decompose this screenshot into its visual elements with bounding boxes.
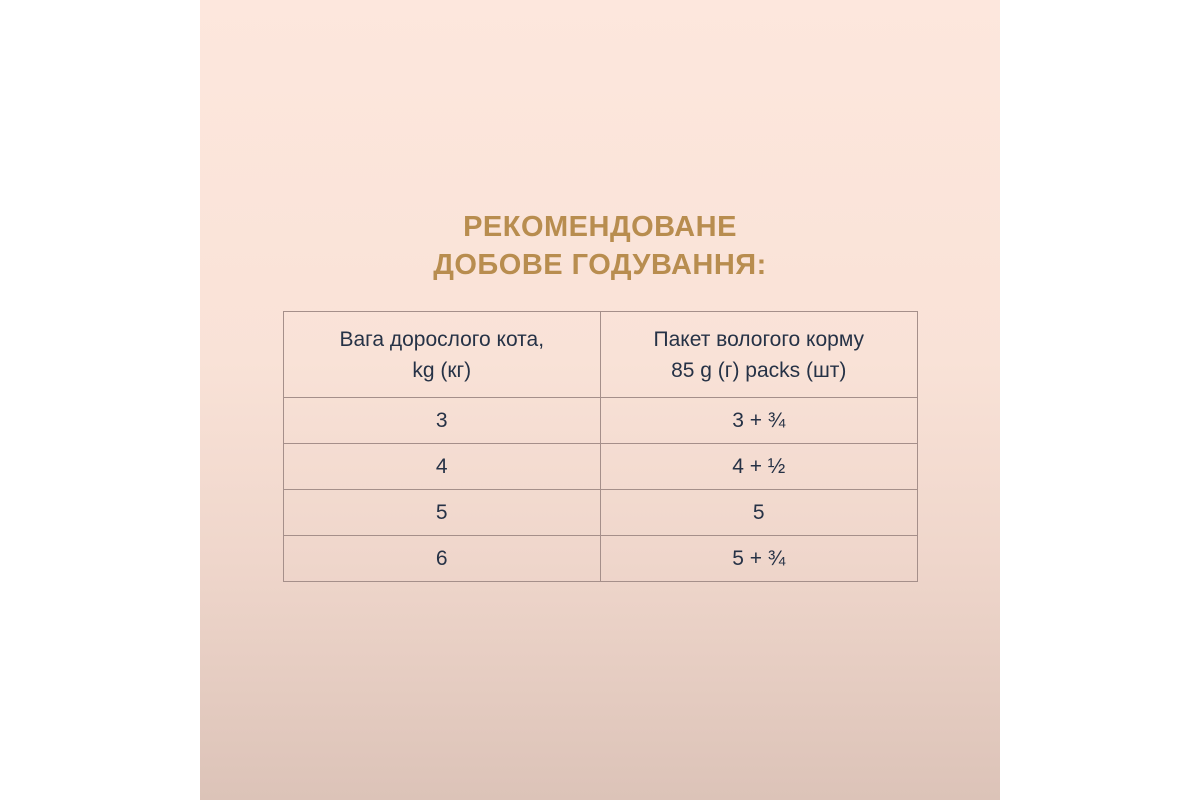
- cell-weight: 6: [284, 536, 601, 582]
- header-wet-food-packs-line-1: Пакет вологого корму: [653, 327, 864, 351]
- title-line-2: ДОБОВЕ ГОДУВАННЯ:: [433, 249, 767, 281]
- cell-weight: 3: [284, 398, 601, 444]
- cell-weight: 5: [284, 490, 601, 536]
- header-cat-weight-line-1: Вага дорослого кота,: [339, 327, 545, 351]
- header-wet-food-packs-line-2: 85 g (г) packs (шт): [671, 358, 847, 382]
- table-row: [284, 490, 918, 536]
- feeding-table: [283, 311, 918, 582]
- page-title: [200, 208, 1000, 284]
- feeding-card: [200, 0, 1000, 800]
- table-row: [284, 536, 918, 582]
- header-cat-weight: [284, 312, 601, 398]
- title-line-1: РЕКОМЕНДОВАНЕ: [463, 211, 737, 243]
- header-cat-weight-line-2: kg (кг): [412, 358, 472, 382]
- table-header-row: [284, 312, 918, 398]
- cell-packs: 5: [600, 490, 917, 536]
- header-wet-food-packs: [600, 312, 917, 398]
- cell-weight: 4: [284, 444, 601, 490]
- table-row: [284, 444, 918, 490]
- cell-packs: 3 + ¾: [600, 398, 917, 444]
- cell-packs: 5 + ¾: [600, 536, 917, 582]
- table-row: [284, 398, 918, 444]
- cell-packs: 4 + ½: [600, 444, 917, 490]
